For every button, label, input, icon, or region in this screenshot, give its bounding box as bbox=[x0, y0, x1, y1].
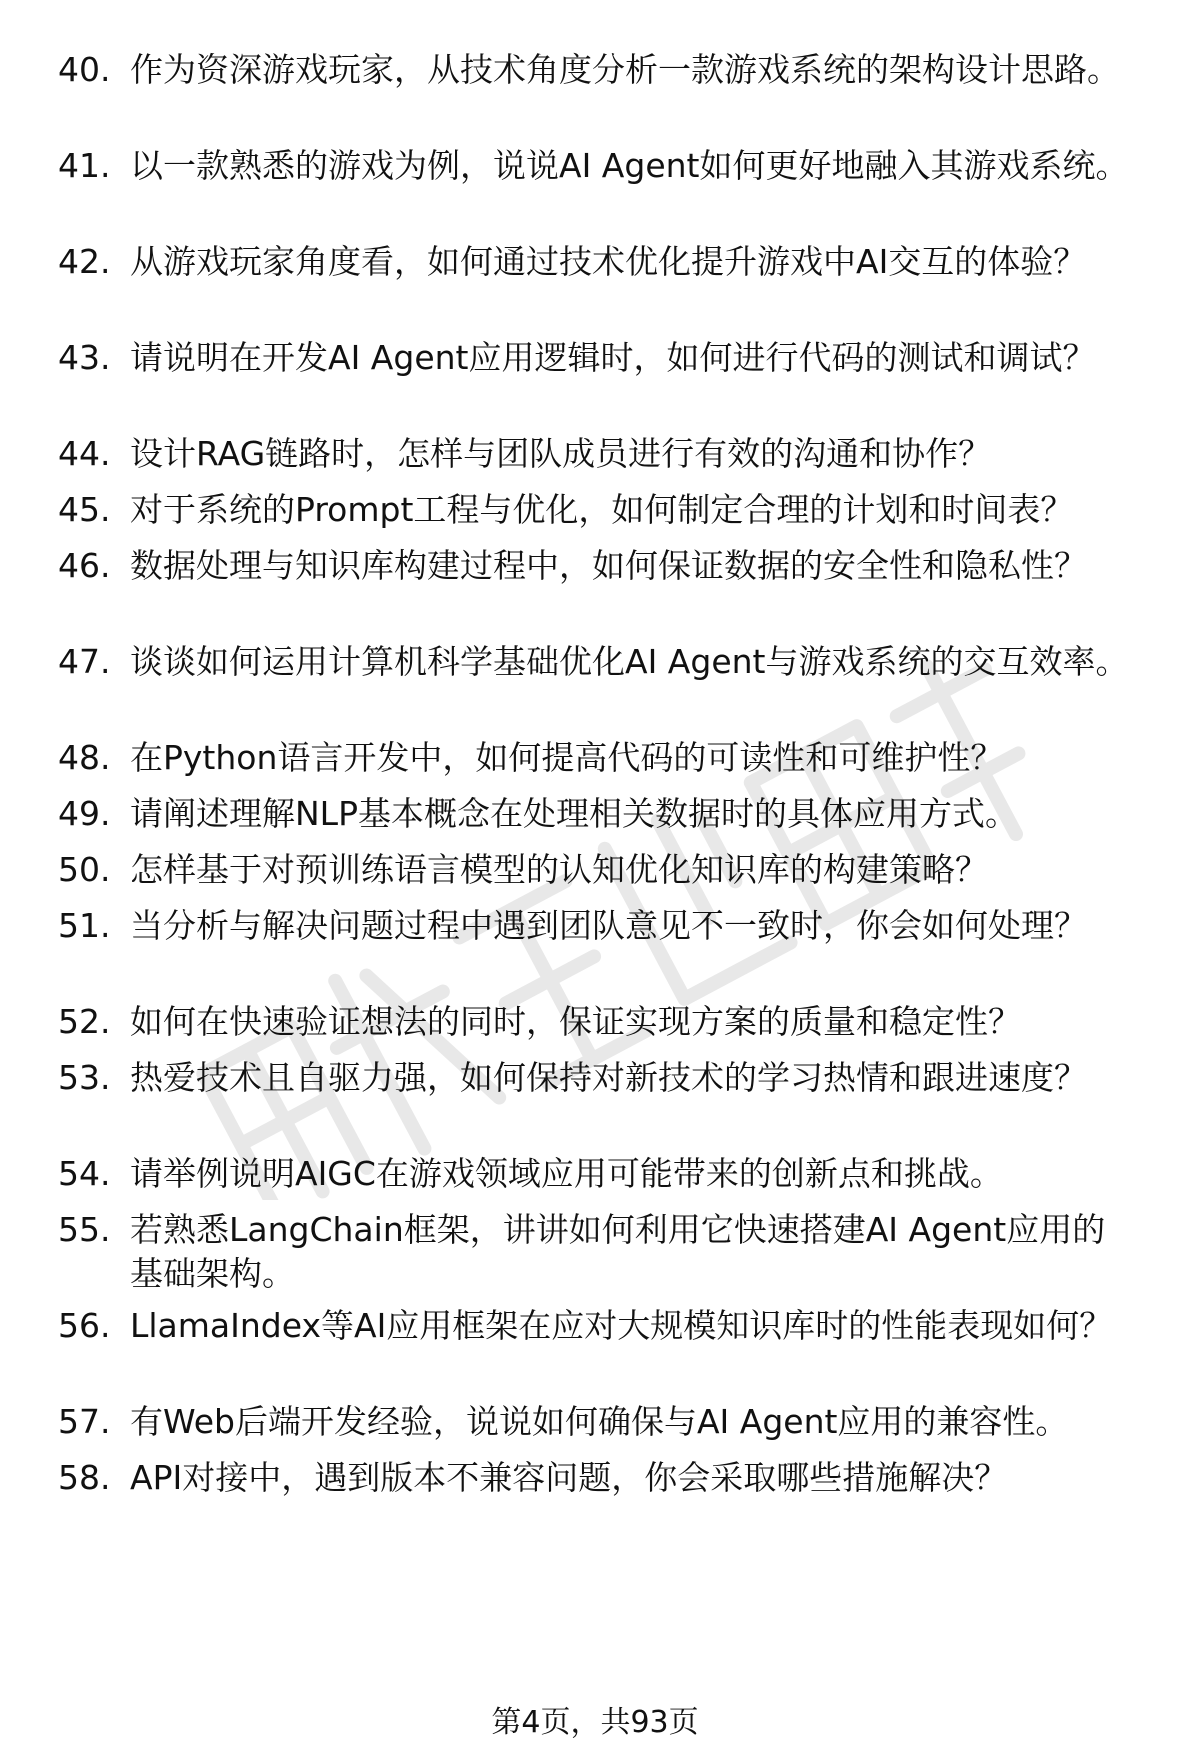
question-text: 作为资深游戏玩家，从技术角度分析一款游戏系统的架构设计思路。 bbox=[130, 50, 1120, 89]
question-number: 50. bbox=[58, 850, 111, 889]
question-text: API对接中，遇到版本不兼容问题，你会采取哪些措施解决？ bbox=[130, 1458, 1008, 1497]
question-number: 51. bbox=[58, 906, 111, 945]
question-text: 如何在快速验证想法的同时，保证实现方案的质量和稳定性？ bbox=[130, 1002, 1021, 1041]
question-text: 从游戏玩家角度看，如何通过技术优化提升游戏中AI交互的体验？ bbox=[130, 242, 1087, 281]
question-text: 有Web后端开发经验，说说如何确保与AI Agent应用的兼容性。 bbox=[130, 1402, 1069, 1441]
question-text: 数据处理与知识库构建过程中，如何保证数据的安全性和隐私性？ bbox=[130, 546, 1087, 585]
question-text: 请举例说明AIGC在游戏领域应用可能带来的创新点和挑战。 bbox=[130, 1154, 1003, 1193]
question-text: 热爱技术且自驱力强，如何保持对新技术的学习热情和跟进速度？ bbox=[130, 1058, 1087, 1097]
question-number: 58. bbox=[58, 1458, 111, 1497]
question-number: 46. bbox=[58, 546, 111, 585]
question-number: 56. bbox=[58, 1306, 111, 1345]
question-text: 在Python语言开发中，如何提高代码的可读性和可维护性？ bbox=[130, 738, 1004, 777]
page-number: 第4页，共93页 bbox=[491, 1705, 699, 1740]
question-number: 42. bbox=[58, 242, 111, 281]
question-number: 43. bbox=[58, 338, 111, 377]
question-text: 设计RAG链路时，怎样与团队成员进行有效的沟通和协作？ bbox=[130, 434, 992, 473]
question-number: 49. bbox=[58, 794, 111, 833]
question-text: 请说明在开发AI Agent应用逻辑时，如何进行代码的测试和调试？ bbox=[130, 338, 1096, 377]
question-number: 53. bbox=[58, 1058, 111, 1097]
question-text: 若熟悉LangChain框架，讲讲如何利用它快速搭建AI Agent应用的基础架构。 bbox=[130, 1210, 1106, 1293]
question-number: 48. bbox=[58, 738, 111, 777]
question-text: 对于系统的Prompt工程与优化，如何制定合理的计划和时间表？ bbox=[130, 490, 1074, 529]
question-number: 45. bbox=[58, 490, 111, 529]
question-number: 54. bbox=[58, 1154, 111, 1193]
question-text: 谈谈如何运用计算机科学基础优化AI Agent与游戏系统的交互效率。 bbox=[130, 642, 1129, 681]
question-number: 47. bbox=[58, 642, 111, 681]
question-number: 41. bbox=[58, 146, 111, 185]
question-text: 怎样基于对预训练语言模型的认知优化知识库的构建策略？ bbox=[130, 850, 988, 889]
question-number: 52. bbox=[58, 1002, 111, 1041]
question-number: 40. bbox=[58, 50, 111, 89]
question-text: 请阐述理解NLP基本概念在处理相关数据时的具体应用方式。 bbox=[130, 794, 1018, 833]
question-number: 44. bbox=[58, 434, 111, 473]
question-text: 以一款熟悉的游戏为例，说说AI Agent如何更好地融入其游戏系统。 bbox=[130, 146, 1129, 185]
question-number: 55. bbox=[58, 1210, 111, 1249]
question-number: 57. bbox=[58, 1402, 111, 1441]
question-text: LlamaIndex等AI应用框架在应对大规模知识库时的性能表现如何？ bbox=[130, 1306, 1113, 1345]
question-text: 当分析与解决问题过程中遇到团队意见不一致时，你会如何处理？ bbox=[130, 906, 1087, 945]
